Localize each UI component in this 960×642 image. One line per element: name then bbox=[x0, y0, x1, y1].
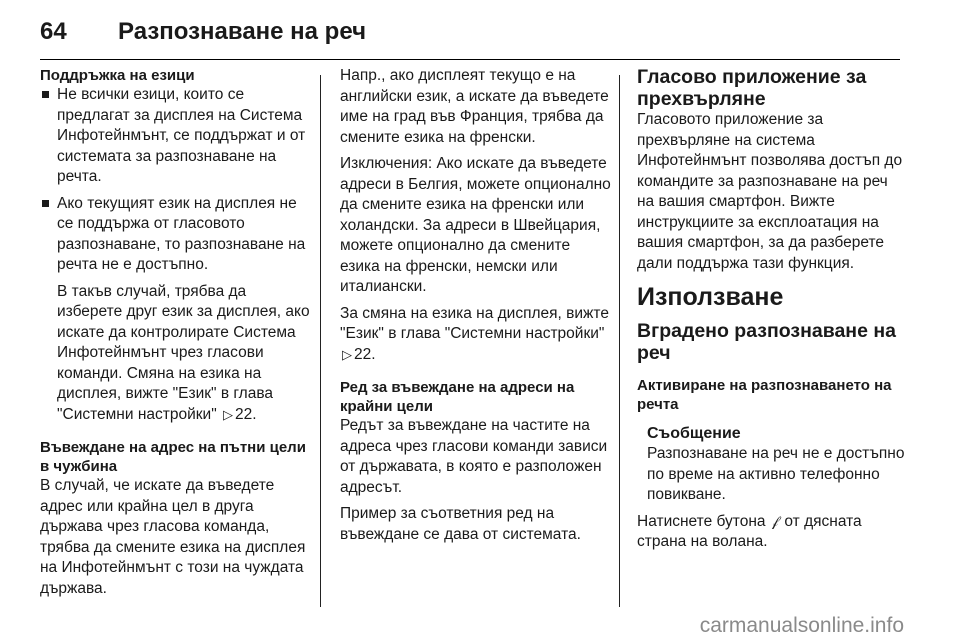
column-3 bbox=[637, 66, 905, 559]
paragraph-text: В такъв случай, трябва да изберете друг език за дисплея, ако искате да контролирате Система Инфотейнмънт чрез гласови команди. Смяна на езика на дисплея, вижте "Език" в глава "Системни настройки" bbox=[57, 282, 310, 423]
paragraph: В случай, че искате да въведете адрес или крайна цел в друга държава чрез гласова команда, трябва да смените езика на дисплея на Инфотейнмънт с този на чуждата държава. bbox=[40, 477, 306, 597]
heading-address-order: Ред за въвеждане на адреси на крайни цели bbox=[340, 379, 575, 415]
header-rule bbox=[40, 59, 900, 60]
note-title: Съобщение bbox=[647, 425, 741, 442]
paragraph-text: Натиснете бутона bbox=[637, 512, 766, 530]
bullet-item bbox=[40, 194, 310, 276]
watermark: carmanualsonline.info bbox=[699, 614, 904, 637]
heading-language-support: Поддръжка на езици bbox=[40, 67, 195, 84]
xref-page: 22. bbox=[354, 345, 376, 363]
column-divider-2 bbox=[619, 75, 620, 607]
triangle-right-icon: ▷ bbox=[342, 347, 352, 363]
bullet-item bbox=[40, 85, 310, 188]
paragraph bbox=[40, 282, 310, 427]
heading-activate-recognition: Активиране на разпознаването на речта bbox=[637, 377, 892, 413]
paragraph: Пример за съответния ред на въвеждане се дава от системата. bbox=[340, 505, 581, 543]
column-divider-1 bbox=[320, 75, 321, 607]
triangle-right-icon: ▷ bbox=[223, 407, 234, 423]
page-title: Разпознаване на реч bbox=[118, 18, 367, 45]
bullet-text: Ако текущият език на дисплея не се поддържа от гласовото разпознаване, то разпознаване на речта не е достъпно. bbox=[57, 194, 306, 273]
heading-foreign-destination: Въвеждане на адрес на пътни цели в чужбина bbox=[40, 439, 306, 475]
paragraph: Редът за въвеждане на частите на адреса чрез гласови команди зависи от държавата, в която е разположен адресът. bbox=[340, 417, 608, 496]
page-number: 64 bbox=[40, 18, 67, 45]
voice-button-icon: 𝒻 bbox=[771, 513, 779, 530]
paragraph bbox=[340, 304, 612, 367]
note-text: Разпознаване на реч не е достъпно по време на активно телефонно повикване. bbox=[647, 445, 905, 503]
paragraph: Напр., ако дисплеят текущо е на английски език, а искате да въведете име на град във Франция, трябва да смените езика на френски. bbox=[340, 67, 609, 146]
paragraph bbox=[637, 512, 905, 553]
bullet-text: Не всички езици, които се предлагат за дисплея на Система Инфотейнмънт, се поддържат и от системата за разпознаване на речта. bbox=[57, 86, 306, 185]
column-1 bbox=[40, 66, 310, 605]
heading-embedded-recognition: Вградено разпознаване на реч bbox=[637, 320, 896, 364]
paragraph-text: За смяна на езика на дисплея, вижте "Език" в глава "Системни настройки" bbox=[340, 304, 609, 342]
section-title: Използване bbox=[637, 283, 784, 311]
paragraph: Изключения: Ако искате да въведете адреси в Белгия, можете опционално да смените езика на френски или холандски. За адреси в Швейцария, можете опционално да смените езика на френски, немски или италиански. bbox=[340, 155, 611, 295]
column-2 bbox=[340, 66, 612, 551]
heading-voice-passthrough: Гласово приложение за прехвърляне bbox=[637, 66, 867, 110]
paragraph: Гласовото приложение за прехвърляне на система Инфотейнмънт позволява достъп до командите за разпознаване на реч на вашия смартфон. Вижте инструкциите за експлоатация на вашия смартфон, за да разберете дали поддържа тази функция. bbox=[637, 111, 903, 272]
paragraph-text: от дясната страна на волана. bbox=[637, 512, 862, 550]
xref-page: 22. bbox=[235, 405, 257, 423]
